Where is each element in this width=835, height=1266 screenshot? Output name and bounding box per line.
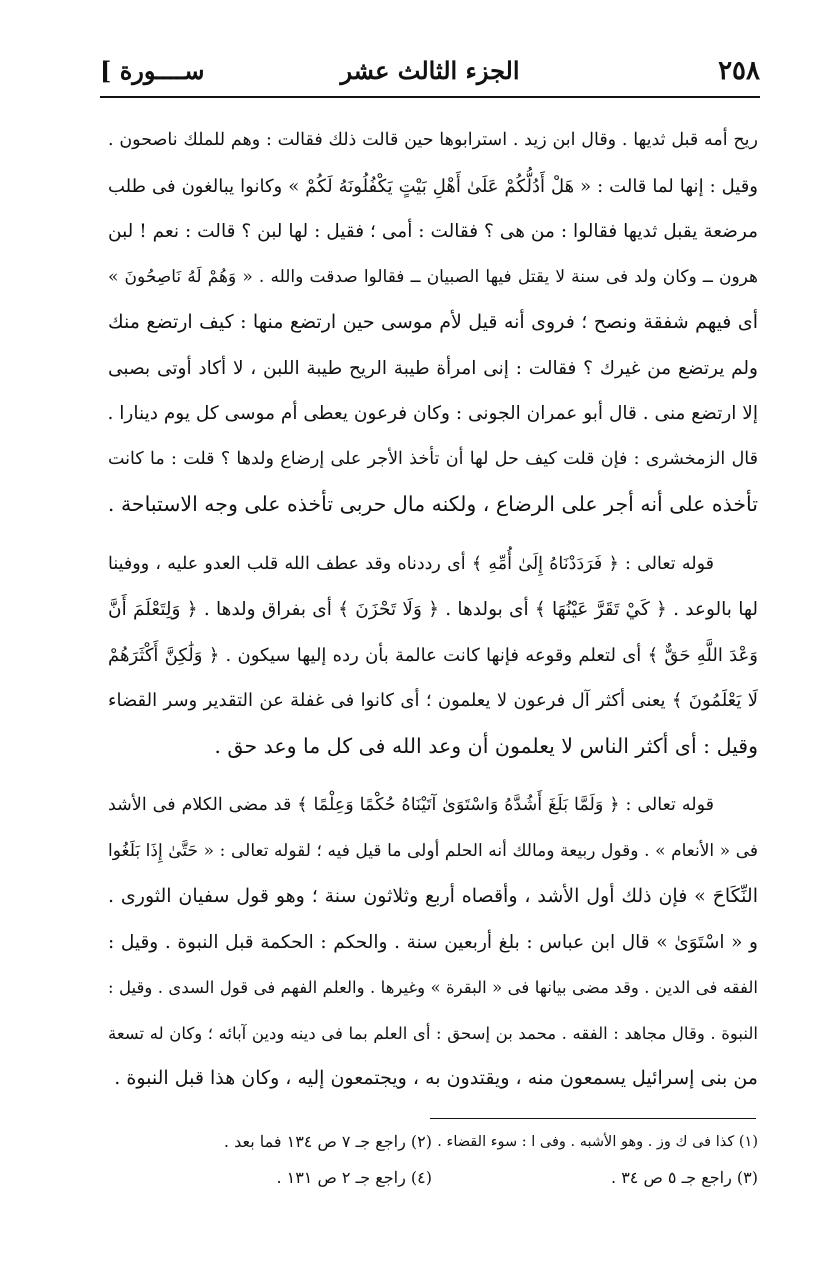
footnote-1: (١) كذا فى ك وز . وهو الأشبه . وفى ا : سوء القضاء . (437, 1134, 758, 1150)
text-line: النِّكَاحَ » فإن ذلك أول الأشد ، وأقصاه أربع وثلاثون سنة ؛ وهو قول سفيان الثورى . (108, 885, 758, 907)
page-header (100, 50, 760, 98)
text-line: تأخذه على أنه أجر على الرضاع ، ولكنه مال حربى تأخذه على وجه الاستباحة . (108, 492, 758, 516)
text-line: وقيل : أى أكثر الناس لا يعلمون أن وعد الله فى كل ما وعد حق . (214, 733, 758, 758)
text-line: لها بالوعد . ﴿ كَيْ تَقَرَّ عَيْنُهَا ﴾ أى بولدها . ﴿ وَلَا تَحْزَنَ ﴾ أى بفراق ولدها . ﴿ وَلِتَعْلَمَ أَنَّ (108, 599, 758, 620)
paragraph-1 (108, 118, 758, 528)
page-number: ٢٥٨ (718, 56, 760, 86)
text-line: و « اسْتَوَىٰ » قال ابن عباس : بلغ أربعين سنة . والحكم : الحكمة قبل النبوة . وقيل : (108, 931, 758, 953)
running-title: الجزء الثالث عشر (340, 56, 520, 85)
text-line: وقيل : إنها لما قالت : « هَلْ أَدُلُّكُمْ عَلَىٰ أَهْلِ بَيْتٍ يَكْفُلُونَهُ لَكُمْ » وكانوا يبالغون فى طلب (108, 175, 758, 197)
footnote-row (112, 1124, 758, 1160)
text-line: ريح أمه قبل ثديها . وقال ابن زيد . استرابوها حين قالت ذلك فقالت : وهم للملك ناصحون . (108, 130, 758, 150)
paragraph-gap (108, 528, 758, 542)
text-line: فى « الأنعام » . وقول ربيعة ومالك أنه الحلم أولى ما قيل فيه ؛ لقوله تعالى : « حَتَّىٰ إِذَا بَلَغُوا (108, 840, 758, 861)
text-line: الفقه فى الدين . وقد مضى بيانها فى « البقرة » وغيرها . والعلم الفهم فى قول السدى . وقيل : (108, 978, 758, 997)
footnote-rule (430, 1118, 756, 1119)
text-line: قوله تعالى : ﴿ وَلَمَّا بَلَغَ أَشُدَّهُ وَاسْتَوَىٰ آتَيْنَاهُ حُكْمًا وَعِلْمًا ﴾ قد مضى الكلام فى الأشد (108, 795, 714, 815)
page-body (108, 118, 758, 1102)
footnote-row (112, 1160, 758, 1196)
text-line: من بنى إسرائيل يسمعون منه ، ويقتدون به ، ويجتمعون إليه ، وكان هذا قبل النبوة . (114, 1067, 758, 1089)
footnote-4: (٤) راجع جـ ٢ ص ١٣١ . (276, 1168, 432, 1187)
footnote-3: (٣) راجع جـ ٥ ص ٣٤ . (611, 1168, 758, 1187)
text-line: قال الزمخشرى : فإن قلت كيف حل لها أن تأخذ الأجر على إرضاع ولدها ؟ قلت : ما كانت (108, 448, 758, 469)
paragraph-3 (108, 783, 758, 1102)
paragraph-gap (108, 769, 758, 783)
text-line: النبوة . وقال مجاهد : الفقه . محمد بن إسحق : أى العلم بما فى دينه ودين آبائه ؛ وكان له تسعة (108, 1023, 758, 1043)
header-rule (100, 96, 760, 98)
footnote-2: (٢) راجع جـ ٧ ص ١٣٤ فما بعد . (223, 1132, 432, 1151)
text-line: هرون ــ وكان ولد فى سنة لا يقتل فيها الصبيان ــ فقالوا صدقت والله . « وَهُمْ لَهُ نَاصِحُونَ » (108, 266, 758, 287)
surah-label: [ ســــورة (100, 56, 205, 85)
text-line: وَعْدَ اللَّهِ حَقٌّ ﴾ أى لتعلم وقوعه فإنها كانت عالمة بأن رده إليها سيكون . ﴿ وَلَٰكِنَّ أَكْثَرَهُمْ (108, 644, 758, 666)
text-line: مرضعة يقبل ثديها فقالوا : من هى ؟ فقالت : أمى ؛ فقيل : لها لبن ؟ قالت : نعم ! لبن (108, 221, 758, 242)
text-line: قوله تعالى : ﴿ فَرَدَدْنَاهُ إِلَىٰ أُمِّهِ ﴾ أى رددناه وقد عطف الله قلب العدو عليه ، ووفينا (108, 553, 714, 574)
paragraph-2 (108, 542, 758, 770)
text-line: أى فيهم شفقة ونصح ؛ فروى أنه قيل لأم موسى حين ارتضع منها : كيف ارتضع منك (108, 311, 758, 333)
text-line: إلا ارتضع منى . قال أبو عمران الجونى : وكان فرعون يعطى أم موسى كل يوم دينارا . (108, 403, 758, 424)
footnotes (112, 1124, 758, 1196)
text-line: ولم يرتضع من غيرك ؟ فقالت : إنى امرأة طيبة الريح طيبة اللبن ، لا أكاد أوتى بصبى (108, 357, 758, 379)
text-line: لَا يَعْلَمُونَ ﴾ يعنى أكثر آل فرعون لا يعلمون ؛ أى كانوا فى غفلة عن التقدير وسر القضاء (108, 690, 758, 711)
